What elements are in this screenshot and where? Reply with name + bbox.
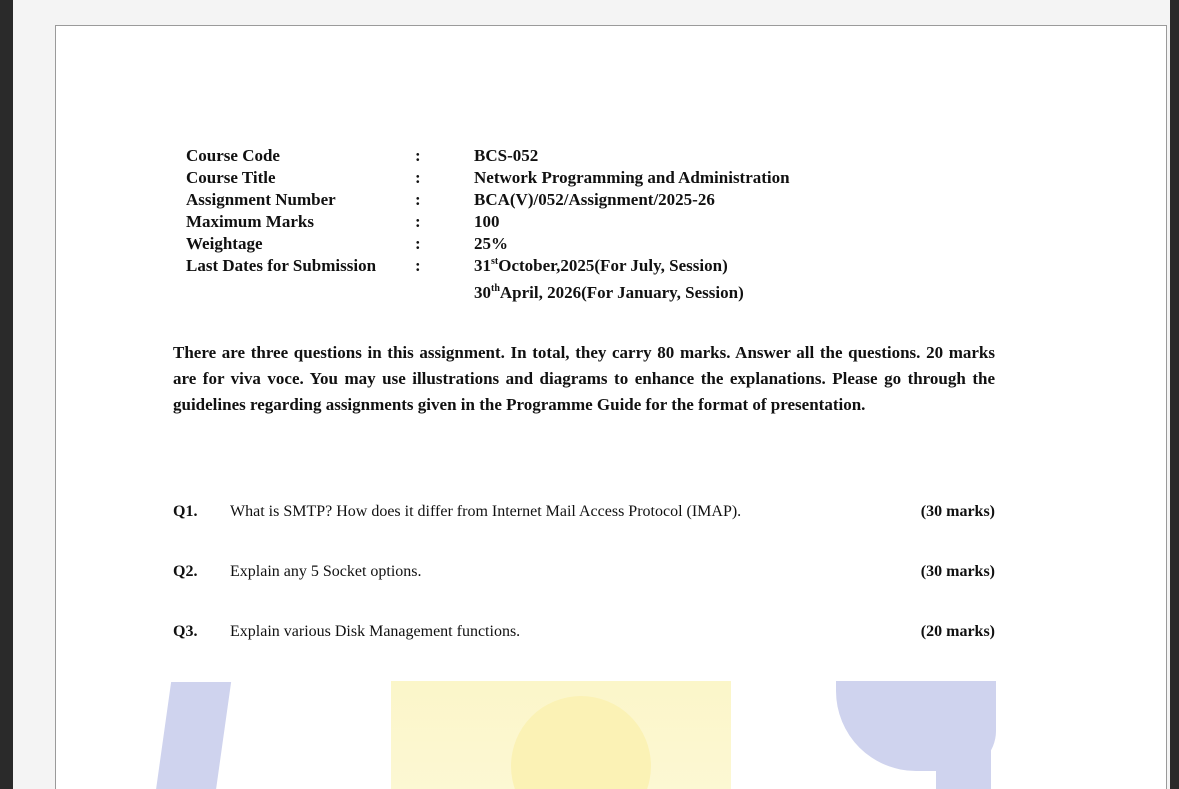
info-value: 25%	[474, 234, 508, 253]
info-label: Course Title	[186, 168, 276, 187]
question-text: Explain various Disk Management functions.	[230, 623, 521, 640]
info-colon: :	[415, 146, 421, 165]
info-value: Network Programming and Administration	[474, 168, 790, 187]
instructions-paragraph: There are three questions in this assignment. In total, they carry 80 marks. Answer all the questions. 20 marks are for viva voce. You may use illustrations and diagrams to enhance the explanations. Please go through the guidelines regarding assignments given in the Programme Guide for the format of presentation.	[173, 343, 995, 414]
question-marks: (30 marks)	[920, 563, 995, 580]
document-page	[55, 25, 1167, 789]
watermark-logo-left-shape	[153, 682, 231, 789]
date-rest: April, 2026(For January, Session)	[499, 283, 744, 302]
date-day: 31	[474, 256, 491, 275]
info-label: Maximum Marks	[186, 212, 314, 231]
date-ordinal: st	[491, 256, 499, 267]
question-row	[173, 560, 995, 584]
viewer-left-edge	[0, 0, 13, 789]
date-day: 30	[474, 283, 491, 302]
question-text: What is SMTP? How does it differ from Internet Mail Access Protocol (IMAP).	[230, 503, 742, 520]
info-label: Weightage	[186, 234, 263, 253]
document-viewport[interactable]	[13, 0, 1170, 789]
date-rest: October,2025(For July, Session)	[498, 256, 728, 275]
info-value: BCS-052	[474, 146, 539, 165]
info-label: Last Dates for Submission	[186, 256, 377, 275]
question-number: Q2.	[173, 563, 198, 580]
info-label: Course Code	[186, 146, 280, 165]
watermark-logo-right-stem	[936, 681, 991, 789]
question-marks: (20 marks)	[920, 623, 995, 640]
info-value: 100	[474, 212, 500, 231]
info-colon: :	[415, 168, 421, 187]
viewer-scrollbar-track[interactable]	[1170, 0, 1179, 789]
date-ordinal: th	[491, 283, 500, 294]
question-number: Q3.	[173, 623, 198, 640]
info-value	[474, 255, 728, 277]
info-colon: :	[415, 190, 421, 209]
question-text: Explain any 5 Socket options.	[230, 563, 422, 580]
info-colon: :	[415, 256, 421, 275]
info-colon: :	[415, 212, 421, 231]
info-label: Assignment Number	[186, 190, 336, 209]
info-value	[474, 279, 744, 307]
info-value: BCA(V)/052/Assignment/2025-26	[474, 190, 715, 209]
question-marks: (30 marks)	[920, 503, 995, 520]
info-colon: :	[415, 234, 421, 253]
question-row	[173, 620, 995, 644]
question-row	[173, 500, 995, 524]
question-number: Q1.	[173, 503, 198, 520]
